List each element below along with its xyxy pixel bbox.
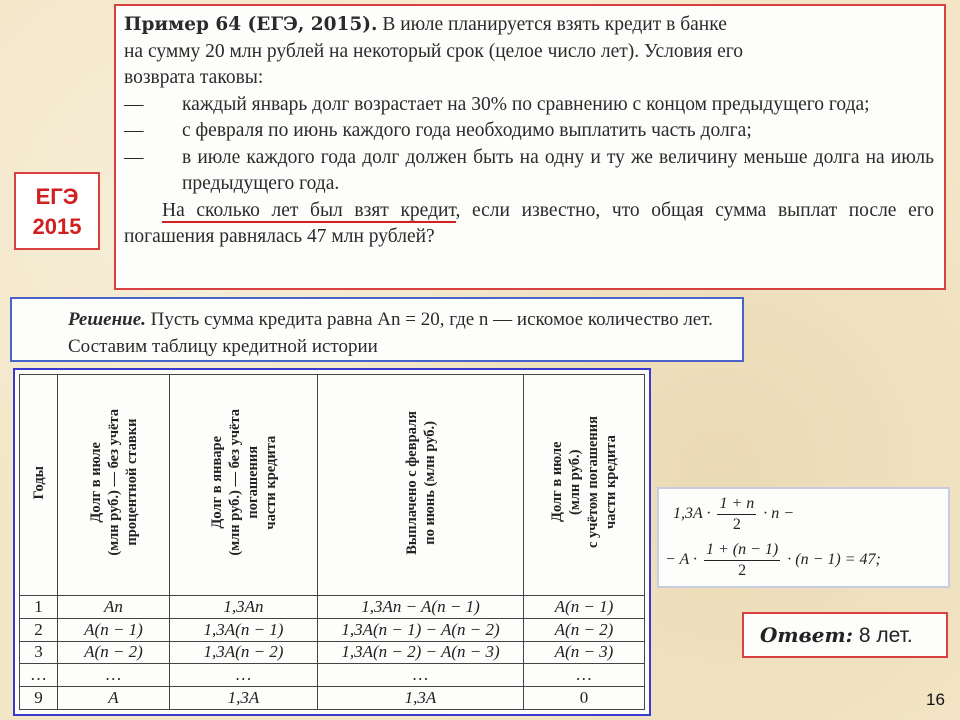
table <box>19 374 645 710</box>
table-row <box>20 664 645 687</box>
header-july-debt: Долг в июле (млн руб.) — без учёта процентной ставки <box>58 375 170 596</box>
problem-intro-2: на сумму 20 млн рублей на некоторый срок (целое число лет). Условия его <box>124 40 743 62</box>
answer-label: Ответ: <box>760 623 853 647</box>
answer-box <box>742 612 948 658</box>
question-underlined: На сколько лет был взят кредит <box>162 199 456 221</box>
fraction-denominator: 2 <box>738 562 747 579</box>
table-row <box>20 618 645 641</box>
page-number: 16 <box>926 690 945 709</box>
dash-mark: — <box>124 93 144 115</box>
formula-line-2 <box>665 541 881 580</box>
dash-mark: — <box>124 120 144 141</box>
formula-prefix: − A · <box>665 551 697 569</box>
sum-formula <box>657 487 950 588</box>
credit-history-table <box>13 368 651 716</box>
fraction <box>704 541 780 580</box>
table-cell: 1,3A <box>318 687 524 710</box>
table-cell: 1,3An <box>170 596 318 619</box>
table-row <box>20 641 645 664</box>
solution-text: Пусть сумма кредита равна An = 20, где n — искомое количество лет. Составим таблицу кредитной истории <box>68 309 713 357</box>
table-header-row <box>20 375 645 596</box>
fraction-numerator: 1 + n <box>717 495 756 515</box>
exam-badge-line2: 2015 <box>32 214 82 239</box>
answer-value: 8 лет. <box>858 624 913 647</box>
problem-question <box>124 198 934 251</box>
exam-badge <box>14 172 100 250</box>
table-cell: 1,3An − A(n − 1) <box>318 596 524 619</box>
table-cell: 9 <box>20 687 58 710</box>
condition-text: в июле каждого года долг должен быть на одну и ту же величину меньше долга на июль предыдущего года. <box>182 146 934 194</box>
header-january-debt: Долг в январе (млн руб.) — без учёта погашения части кредита <box>170 375 318 596</box>
table-cell: A(n − 1) <box>58 618 170 641</box>
table-cell: … <box>318 664 524 687</box>
exam-badge-line1: ЕГЭ <box>35 184 79 209</box>
question-rest: , если известно, что общая сумма выплат после его погашения равнялась 47 млн рублей? <box>124 199 935 247</box>
condition-text: с февраля по июнь каждого года необходимо выплатить часть долга; <box>182 120 752 141</box>
formula-prefix: 1,3A · <box>673 505 711 523</box>
table-cell: 1,3A(n − 1) <box>170 618 318 641</box>
problem-intro-3: возврата таковы: <box>124 67 264 88</box>
problem-statement <box>114 4 946 290</box>
solution-box <box>10 297 744 362</box>
table-cell: An <box>58 596 170 619</box>
fraction <box>717 495 756 534</box>
solution-label: Решение. <box>68 309 146 330</box>
table-cell: A(n − 2) <box>524 618 645 641</box>
condition-item <box>124 118 934 145</box>
table-cell: 2 <box>20 618 58 641</box>
header-years: Годы <box>20 375 58 596</box>
formula-suffix: · (n − 1) = 47; <box>787 551 881 569</box>
formula-suffix: · n − <box>763 505 795 523</box>
table-cell: 0 <box>524 687 645 710</box>
problem-title: Пример 64 (ЕГЭ, 2015). <box>124 14 378 35</box>
table-cell: 1,3A(n − 1) − A(n − 2) <box>318 618 524 641</box>
table-row <box>20 596 645 619</box>
table-cell: A(n − 1) <box>524 596 645 619</box>
condition-text: каждый январь долг возрастает на 30% по сравнению с концом предыдущего года; <box>182 93 870 115</box>
dash-mark: — <box>124 146 144 168</box>
formula-line-1 <box>673 495 794 534</box>
problem-intro-1: В июле планируется взять кредит в банке <box>382 14 727 35</box>
table-cell: 1,3A(n − 2) − A(n − 3) <box>318 641 524 664</box>
table-cell: A <box>58 687 170 710</box>
table-cell: 1,3A <box>170 687 318 710</box>
table-cell: … <box>58 664 170 687</box>
table-cell: 1 <box>20 596 58 619</box>
fraction-numerator: 1 + (n − 1) <box>704 541 780 561</box>
condition-item <box>124 145 934 198</box>
table-cell: A(n − 3) <box>524 641 645 664</box>
table-cell: … <box>170 664 318 687</box>
table-cell: … <box>524 664 645 687</box>
header-paid: Выплачено с февраля по июнь (млн руб.) <box>318 375 524 596</box>
table-cell: … <box>20 664 58 687</box>
problem-line-1 <box>124 12 934 39</box>
table-cell: 3 <box>20 641 58 664</box>
table-cell: 1,3A(n − 2) <box>170 641 318 664</box>
fraction-denominator: 2 <box>732 516 741 533</box>
header-july-debt-after: Долг в июле (млн руб.) с учётом погашения части кредита <box>524 375 645 596</box>
table-cell: A(n − 2) <box>58 641 170 664</box>
table-row <box>20 687 645 710</box>
condition-item <box>124 92 934 119</box>
